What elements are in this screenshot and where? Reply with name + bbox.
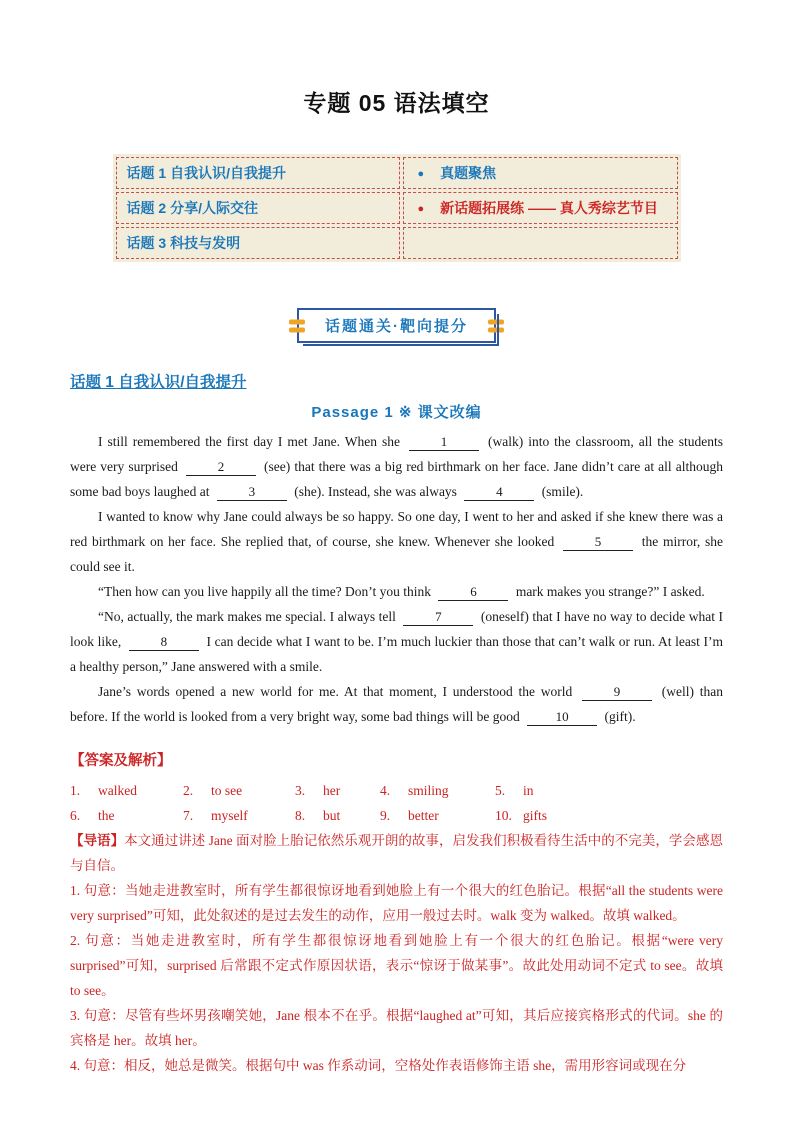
feature-cell <box>403 157 678 189</box>
bullet-icon: ● <box>417 168 425 180</box>
fill-blank-4: 4 <box>464 484 534 501</box>
answer-word: in <box>523 783 534 798</box>
table-row <box>116 227 678 259</box>
answer-number: 5. <box>495 783 506 798</box>
answer-item <box>70 803 183 828</box>
fill-blank-5: 5 <box>563 534 633 551</box>
double-dash-left-icon <box>289 319 305 332</box>
banner-row <box>70 308 723 343</box>
answer-word: walked <box>98 783 137 798</box>
double-dash-right-icon <box>488 319 504 332</box>
intro-text: 本文通过讲述 Jane 面对脸上胎记依然乐观开朗的故事，启发我们积极看待生活中的不完美，学会感恩与自信。 <box>70 833 723 873</box>
fill-blank-9: 9 <box>582 684 652 701</box>
feature-label: 新话题拓展练 —— 真人秀综艺节目 <box>440 200 658 216</box>
passage-paragraph: “No, actually, the mark makes me special. I always tell 7 (oneself) that I have no way to decide what I look like, 8 I can decide what I want to be. I’m much luckier than those that can’t walk or run. At least I’m a healthy person,” Jane answered with a smile. <box>70 609 724 674</box>
answer-item <box>380 803 495 828</box>
answer-item <box>380 778 495 803</box>
page-title: 专题 05 语法填空 <box>303 90 490 116</box>
bullet-icon: ● <box>417 203 425 215</box>
answer-item <box>183 778 295 803</box>
answer-item <box>295 778 380 803</box>
passage <box>70 429 723 729</box>
answer-word: myself <box>211 808 248 823</box>
topic-label: 话题 3 科技与发明 <box>116 227 400 259</box>
answer-word: her <box>323 783 341 798</box>
section-banner <box>297 308 496 343</box>
intro-label: 【导语】 <box>70 833 125 848</box>
answer-number: 2. <box>183 783 194 798</box>
topic-label: 话题 2 分享/人际交往 <box>116 192 400 224</box>
answer-item <box>295 803 380 828</box>
fill-blank-7: 7 <box>403 609 473 626</box>
answer-number: 9. <box>380 808 391 823</box>
answer-number: 7. <box>183 808 194 823</box>
answer-number: 10. <box>495 808 512 823</box>
answer-word: the <box>98 808 115 823</box>
answer-item <box>70 778 183 803</box>
fill-blank-10: 10 <box>527 709 597 726</box>
fill-blank-1: 1 <box>409 434 479 451</box>
feature-cell <box>403 192 678 224</box>
answer-number: 1. <box>70 783 81 798</box>
fill-blank-6: 6 <box>438 584 508 601</box>
explanation-item: 2. 句意：当她走进教室时，所有学生都很惊讶地看到她脸上有一个很大的红色胎记。根据“were very surprised”可知，surprised 后常跟不定式作原因状语，表示“惊讶于做某事”。故此处用动词不定式 to see。故填 to see。 <box>70 933 723 998</box>
answer-number: 6. <box>70 808 81 823</box>
passage-paragraph: Jane’s words opened a new world for me. At that moment, I understood the world 9 (well) than before. If the world is looked from a very bright way, some bad things will be good 10 (gift). <box>70 684 724 724</box>
passage-intro-note <box>70 828 723 878</box>
passage-paragraph: I still remembered the first day I met Jane. When she 1 (walk) into the classroom, all the students were very surprised 2 (see) that there was a big red birthmark on her face. Jane didn’t care at all although some bad boys laughed at 3 (she). Instead, she was always 4 (smile). <box>70 434 724 499</box>
answer-number: 3. <box>295 783 306 798</box>
answer-word: smiling <box>408 783 449 798</box>
table-row <box>116 157 678 189</box>
answer-word: to see <box>211 783 243 798</box>
explanations <box>70 878 723 1078</box>
answer-word: gifts <box>523 808 548 823</box>
passage-title: Passage 1 ※ 课文改编 <box>311 404 482 421</box>
explanation-item: 1. 句意：当她走进教室时，所有学生都很惊讶地看到她脸上有一个很大的红色胎记。根据“all the students were very surprised”可知，此处叙述的是过去发生的动作，应用一般过去时。walk 变为 walked。故填 walked。 <box>70 883 723 923</box>
passage-paragraph: “Then how can you live happily all the time? Don’t you think 6 mark makes you strange?” I asked. <box>98 584 705 599</box>
answer-number: 4. <box>380 783 391 798</box>
passage-paragraph: I wanted to know why Jane could always be so happy. So one day, I went to her and asked if she knew there was a red birthmark on her face. She replied that, of course, she knew. Whenever she looked 5 the mirror, she could see it. <box>70 509 724 574</box>
answer-item <box>495 803 723 828</box>
answer-word: but <box>323 808 341 823</box>
table-row <box>116 192 678 224</box>
topic-heading: 话题 1 自我认识/自我提升 <box>70 374 247 391</box>
answer-list <box>70 778 723 828</box>
explanation-item: 3. 句意：尽管有些坏男孩嘲笑她，Jane 根本不在乎。根据“laughed at”可知，其后应接宾格形式的代词。she 的宾格是 her。故填 her。 <box>70 1008 723 1048</box>
topics-table-body <box>116 157 678 259</box>
fill-blank-3: 3 <box>217 484 287 501</box>
topics-table <box>113 154 681 262</box>
answer-number: 8. <box>295 808 306 823</box>
fill-blank-8: 8 <box>129 634 199 651</box>
feature-cell <box>403 227 678 259</box>
feature-label: 真题聚焦 <box>440 165 497 181</box>
answer-item <box>183 803 295 828</box>
fill-blank-2: 2 <box>186 459 256 476</box>
answer-word: better <box>408 808 439 823</box>
topic-label: 话题 1 自我认识/自我提升 <box>116 157 400 189</box>
banner-label: 话题通关·靶向提分 <box>325 318 468 335</box>
explanation-item: 4. 句意：相反，她总是微笑。根据句中 was 作系动词，空格处作表语修饰主语 she，需用形容词或现在分 <box>70 1058 687 1073</box>
answer-item <box>495 778 723 803</box>
answer-key-heading: 【答案及解析】 <box>70 753 172 769</box>
